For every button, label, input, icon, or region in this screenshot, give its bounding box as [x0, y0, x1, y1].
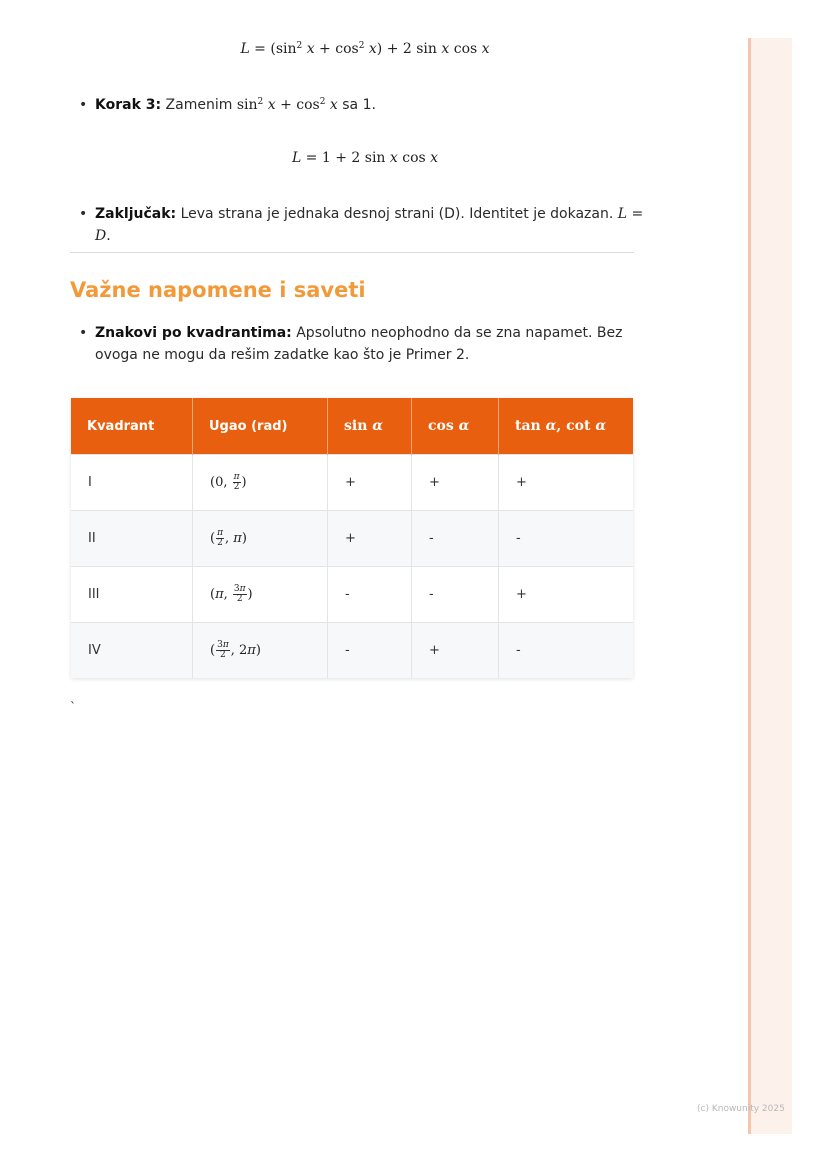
- section-heading: Važne napomene i saveti: [70, 278, 366, 302]
- cell-quadrant: IV: [71, 623, 193, 679]
- header-sin: sin α: [328, 398, 412, 455]
- section-divider: [70, 252, 634, 253]
- quadrant-signs-table: [71, 398, 633, 678]
- cell-cos: +: [412, 623, 499, 679]
- cell-tan: +: [499, 455, 634, 511]
- cell-tan: -: [499, 511, 634, 567]
- conclusion-bullet: • Zaključak: Leva strana je jednaka desnoj strani (D). Identitet je dokazan. L = D.: [95, 203, 655, 247]
- step-3-bullet: • Korak 3: Zamenim $\sin^2 x + \cos^2 x$ sa 1.: [95, 94, 635, 116]
- stray-mark: `: [70, 700, 76, 714]
- header-tan-cot: tan α, cot α: [499, 398, 634, 455]
- cell-sin: +: [328, 455, 412, 511]
- copyright-footer: (c) Knowunity 2025: [697, 1104, 785, 1114]
- cell-quadrant: I: [71, 455, 193, 511]
- tip-bullet: [95, 322, 625, 366]
- cell-sin: -: [328, 567, 412, 623]
- side-margin-panel: [748, 38, 792, 1134]
- table-row: [71, 511, 633, 567]
- cell-cos: -: [412, 511, 499, 567]
- cell-angle: (0, $\frac{\pi}{2}$ ): [193, 455, 328, 511]
- equation-simplified: L = 1 + 2 sin x cos x: [291, 150, 439, 166]
- tip-label: Znakovi po kvadrantima:: [95, 325, 292, 341]
- cell-quadrant: III: [71, 567, 193, 623]
- table-header-row: [71, 398, 633, 455]
- cell-sin: +: [328, 511, 412, 567]
- table-row: [71, 455, 633, 511]
- header-cos: cos α: [412, 398, 499, 455]
- cell-cos: +: [412, 455, 499, 511]
- equation-expanded: $L = (\sin^2$ $x + \cos^2 x) + 2$ sin x cos x: [240, 41, 490, 57]
- cell-angle: ( $\frac{3\pi}{2}$ , 2π): [193, 623, 328, 679]
- cell-tan: -: [499, 623, 634, 679]
- conclusion-label: Zaključak:: [95, 206, 177, 222]
- cell-tan: +: [499, 567, 634, 623]
- step-3-label: Korak 3:: [95, 97, 162, 113]
- table-row: [71, 623, 633, 679]
- cell-sin: -: [328, 623, 412, 679]
- header-quadrant: Kvadrant: [71, 398, 193, 455]
- cell-angle: (π, $\frac{3\pi}{2}$ ): [193, 567, 328, 623]
- side-margin-line: [748, 38, 751, 1134]
- tip-text: Apsolutno neophodno da se zna napamet. Bez ovoga ne mogu da rešim zadatke kao što je Primer 2.: [95, 325, 623, 363]
- table-row: [71, 567, 633, 623]
- cell-angle: ( $\frac{\pi}{2}$ , π): [193, 511, 328, 567]
- cell-quadrant: II: [71, 511, 193, 567]
- header-angle: Ugao (rad): [193, 398, 328, 455]
- cell-cos: -: [412, 567, 499, 623]
